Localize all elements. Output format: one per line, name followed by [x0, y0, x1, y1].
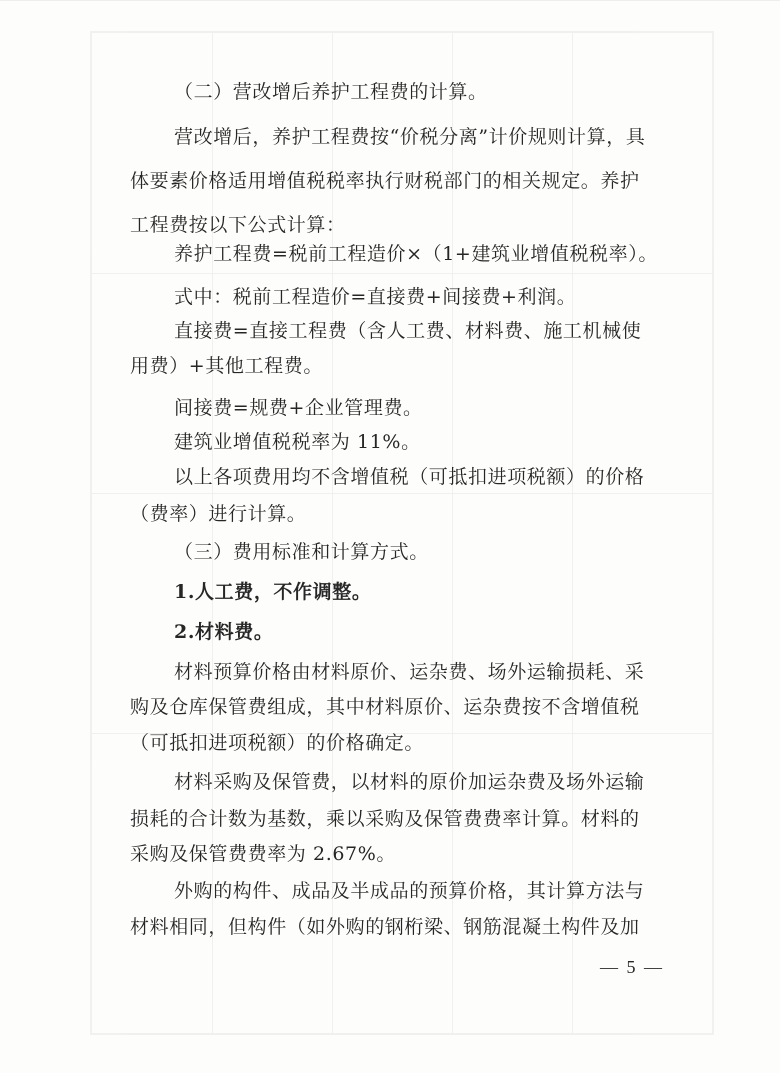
item-material-cost: 2.材料费。	[174, 621, 274, 643]
paragraph-line: 材料采购及保管费，以材料的原价加运杂费及场外运输	[174, 771, 645, 793]
item-labor-cost: 1.人工费，不作调整。	[174, 581, 372, 603]
formula-line: 间接费=规费+企业管理费。	[174, 397, 423, 419]
paragraph-line: 直接费=直接工程费（含人工费、材料费、施工机械使	[174, 320, 642, 342]
formula-line: 式中：税前工程造价=直接费+间接费+利润。	[174, 286, 577, 308]
paragraph-line: 购及仓库保管费组成，其中材料原价、运杂费按不含增值税	[130, 696, 640, 718]
subheading-fee-standards: （三）费用标准和计算方式。	[174, 541, 429, 563]
paragraph-line: 体要素价格适用增值税税率执行财税部门的相关规定。养护	[130, 170, 640, 192]
paragraph-line: 外购的构件、成品及半成品的预算价格，其计算方法与	[174, 880, 645, 902]
paragraph-line: 用费）+其他工程费。	[130, 355, 323, 377]
paragraph-line: （可抵扣进项税额）的价格确定。	[130, 732, 425, 754]
formula-line: 养护工程费=税前工程造价×（1+建筑业增值税税率）。	[174, 243, 658, 265]
paragraph-line: 材料预算价格由材料原价、运杂费、场外运输损耗、采	[174, 661, 645, 683]
paragraph-line: （费率）进行计算。	[130, 503, 307, 525]
paragraph-line: 采购及保管费费率为 2.67%。	[130, 843, 396, 865]
paragraph-line: 营改增后，养护工程费按“价税分离”计价规则计算，具	[174, 126, 646, 148]
formula-line: 建筑业增值税税率为 11%。	[174, 431, 421, 453]
subheading-vat-reform-cost: （二）营改增后养护工程费的计算。	[174, 81, 488, 103]
paragraph-line: 材料相同，但构件（如外购的钢桁梁、钢筋混凝土构件及加	[130, 916, 640, 938]
paragraph-line: 损耗的合计数为基数，乘以采购及保管费费率计算。材料的	[130, 808, 640, 830]
page-number: — 5 —	[600, 957, 664, 977]
paragraph-line: 以上各项费用均不含增值税（可抵扣进项税额）的价格	[174, 466, 645, 488]
paragraph-line: 工程费按以下公式计算：	[130, 214, 346, 236]
